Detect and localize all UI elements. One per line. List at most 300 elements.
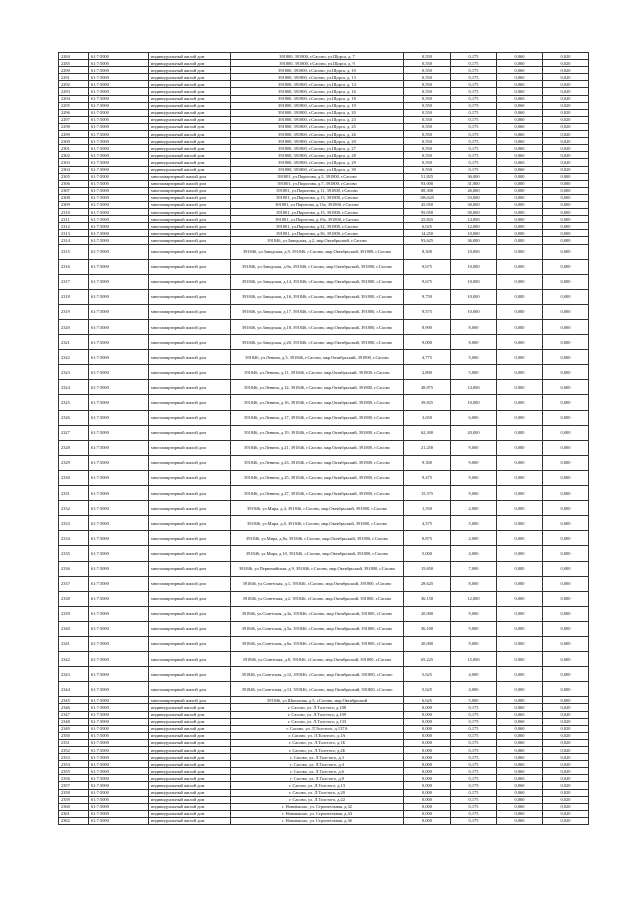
building-type: индивидуальный жилой дом (149, 817, 231, 824)
value-1: 25,825 (404, 216, 451, 223)
value-3: 0,060 (497, 803, 543, 810)
value-2: 36,000 (451, 173, 497, 180)
value-4: 0,000 (543, 576, 589, 591)
value-3: 0,060 (497, 145, 543, 152)
value-4: 0,020 (543, 732, 589, 739)
row-number: 2306 (59, 180, 89, 187)
value-3: 0,000 (497, 187, 543, 194)
value-2: 12,000 (451, 223, 497, 230)
value-1: 0,550 (404, 152, 451, 159)
value-3: 0,060 (497, 747, 543, 754)
cadastral-code: 61:7:5000 (89, 216, 149, 223)
value-3: 0,060 (497, 166, 543, 173)
address: 391846, ул.Мира, д.6, 391846, г.Сасово, мкр.Октябрьский, 391800, г.Сасово (231, 516, 404, 531)
value-4: 0,000 (543, 516, 589, 531)
value-3: 0,000 (497, 365, 543, 380)
address: 391800, 391800, г.Сасово, ул.Щорса, д. 23 (231, 116, 404, 123)
address: г. Нововысыо, ул. Строительная, д.36 (231, 817, 404, 824)
row-number: 2320 (59, 320, 89, 335)
value-1: 0,000 (404, 789, 451, 796)
table-row (59, 74, 589, 81)
value-4: 0,000 (543, 320, 589, 335)
value-2: 31,000 (451, 180, 497, 187)
row-number: 2335 (59, 546, 89, 561)
value-2: 0,175 (451, 166, 497, 173)
address: 391800, 391800, г.Сасово, ул.Щорса, д. 16 (231, 88, 404, 95)
building-type: многоквартирный жилой дом (149, 546, 231, 561)
value-1: 0,000 (404, 782, 451, 789)
building-type: многоквартирный жилой дом (149, 486, 231, 501)
value-3: 0,000 (497, 320, 543, 335)
value-1: 0,550 (404, 74, 451, 81)
building-type: индивидуальный жилой дом (149, 95, 231, 102)
cadastral-code: 61:7:5000 (89, 116, 149, 123)
value-1: 0,550 (404, 88, 451, 95)
value-1: 0,550 (404, 95, 451, 102)
building-type: многоквартирный жилой дом (149, 455, 231, 470)
building-type: многоквартирный жилой дом (149, 531, 231, 546)
value-3: 0,060 (497, 810, 543, 817)
address: г. Сасово, ул. Л.Толстого, д.13 (231, 782, 404, 789)
building-type: многоквартирный жилой дом (149, 180, 231, 187)
cadastral-code: 61:7:5000 (89, 796, 149, 803)
value-1: 0,550 (404, 159, 451, 166)
value-4: 0,000 (543, 365, 589, 380)
cadastral-code: 61:7:5000 (89, 682, 149, 697)
table-row (59, 817, 589, 824)
building-type: индивидуальный жилой дом (149, 810, 231, 817)
table-row (59, 455, 589, 470)
value-4: 0,000 (543, 380, 589, 395)
building-type: индивидуальный жилой дом (149, 739, 231, 746)
value-4: 0,000 (543, 237, 589, 244)
row-number: 2341 (59, 636, 89, 651)
cadastral-code: 61:7:5000 (89, 166, 149, 173)
value-1: 0,000 (404, 775, 451, 782)
table-row (59, 102, 589, 109)
value-4: 0,000 (543, 173, 589, 180)
row-number: 2330 (59, 470, 89, 485)
table-row (59, 782, 589, 789)
building-type: многоквартирный жилой дом (149, 470, 231, 485)
address: 391846, ул.Советская, д.1, 391846, г.Сасово, мкр.Октябрьский, 391800, г.Сасово (231, 576, 404, 591)
building-type: многоквартирный жилой дом (149, 591, 231, 606)
value-4: 0,000 (543, 201, 589, 208)
value-4: 0,000 (543, 591, 589, 606)
value-2: 10,000 (451, 230, 497, 237)
table-row (59, 486, 589, 501)
building-type: индивидуальный жилой дом (149, 725, 231, 732)
row-number: 2292 (59, 81, 89, 88)
building-type: многоквартирный жилой дом (149, 395, 231, 410)
value-2: 0,175 (451, 768, 497, 775)
value-3: 0,000 (497, 576, 543, 591)
cadastral-code: 61:7:5000 (89, 718, 149, 725)
value-3: 0,060 (497, 159, 543, 166)
cadastral-code: 61:7:5000 (89, 775, 149, 782)
value-3: 0,000 (497, 621, 543, 636)
row-number: 2327 (59, 425, 89, 440)
cadastral-code: 61:7:5000 (89, 209, 149, 216)
value-3: 0,060 (497, 761, 543, 768)
value-3: 0,000 (497, 606, 543, 621)
value-1: 0,550 (404, 138, 451, 145)
address: 391846, ул.Ленина, д.16, 391846, г.Сасово, мкр.Октябрьский, 391800, г.Сасово (231, 395, 404, 410)
value-1: 0,000 (404, 803, 451, 810)
address: г. Сасово, ул. Л.Толстого, д.137А (231, 725, 404, 732)
address: 391846, ул.Ленина, д.11, 391846, г.Сасово, мкр.Октябрьский, 391800, г.Сасово (231, 365, 404, 380)
value-2: 0,175 (451, 725, 497, 732)
row-number: 2349 (59, 725, 89, 732)
value-4: 0,000 (543, 304, 589, 319)
building-type: многоквартирный жилой дом (149, 230, 231, 237)
cadastral-code: 61:7:5000 (89, 380, 149, 395)
value-4: 0,000 (543, 410, 589, 425)
row-number: 2304 (59, 166, 89, 173)
value-3: 0,000 (497, 209, 543, 216)
value-1: 95,050 (404, 209, 451, 216)
value-2: 9,000 (451, 606, 497, 621)
value-1: 6,025 (404, 223, 451, 230)
building-type: многоквартирный жилой дом (149, 201, 231, 208)
building-type: индивидуальный жилой дом (149, 775, 231, 782)
row-number: 2302 (59, 152, 89, 159)
value-2: 0,175 (451, 95, 497, 102)
building-type: индивидуальный жилой дом (149, 796, 231, 803)
value-4: 0,000 (543, 621, 589, 636)
row-number: 2315 (59, 244, 89, 259)
cadastral-code: 61:7:5000 (89, 244, 149, 259)
value-3: 0,000 (497, 440, 543, 455)
value-2: 9,000 (451, 621, 497, 636)
cadastral-code: 61:7:5000 (89, 725, 149, 732)
value-4: 0,020 (543, 796, 589, 803)
value-1: 0,550 (404, 53, 451, 60)
value-2: 9,000 (451, 636, 497, 651)
value-1: 9,000 (404, 335, 451, 350)
address: 391846, ул.Советская, д.13, 391846, г.Сасово, мкр.Октябрьский, 391800, г.Сасово (231, 682, 404, 697)
table-row (59, 304, 589, 319)
address: 391801, ул.Пирогова, д.11, 391800, г.Сасово (231, 187, 404, 194)
table-row (59, 636, 589, 651)
value-1: 0,000 (404, 718, 451, 725)
value-2: 0,175 (451, 102, 497, 109)
value-1: 9,575 (404, 304, 451, 319)
value-1: 6,625 (404, 697, 451, 704)
value-1: 21,250 (404, 440, 451, 455)
value-2: 10,000 (451, 274, 497, 289)
table-row (59, 501, 589, 516)
row-number: 2336 (59, 561, 89, 576)
table-row (59, 123, 589, 130)
address: г. Сасово, ул. Л.Толстого, д.108 (231, 704, 404, 711)
building-type: индивидуальный жилой дом (149, 789, 231, 796)
cadastral-code: 61:7:5000 (89, 591, 149, 606)
table-row (59, 796, 589, 803)
value-1: 5,625 (404, 667, 451, 682)
address: 391800, 391800, г.Сасово, ул.Щорса, д. 30 (231, 166, 404, 173)
row-number: 2358 (59, 789, 89, 796)
table-row (59, 145, 589, 152)
table-row (59, 739, 589, 746)
table-row (59, 180, 589, 187)
value-4: 0,020 (543, 810, 589, 817)
building-type: индивидуальный жилой дом (149, 732, 231, 739)
row-number: 2344 (59, 682, 89, 697)
row-number: 2290 (59, 67, 89, 74)
address: 391801, ул.Пирогова, д.32, 391800, г.Сасово (231, 223, 404, 230)
value-4: 0,020 (543, 775, 589, 782)
value-2: 0,175 (451, 74, 497, 81)
building-type: индивидуальный жилой дом (149, 803, 231, 810)
cadastral-code: 61:7:5000 (89, 606, 149, 621)
row-number: 2353 (59, 754, 89, 761)
row-number: 2285 (59, 60, 89, 67)
value-4: 0,020 (543, 768, 589, 775)
building-type: многоквартирный жилой дом (149, 697, 231, 704)
address: г. Сасово, ул. Л.Толстого, д.6 (231, 768, 404, 775)
value-3: 0,000 (497, 237, 543, 244)
value-4: 0,020 (543, 789, 589, 796)
value-2: 0,175 (451, 81, 497, 88)
value-3: 0,000 (497, 304, 543, 319)
row-number: 2355 (59, 768, 89, 775)
building-type: многоквартирный жилой дом (149, 194, 231, 201)
address: г. Сасово, ул. Л.Толстого, д.3 (231, 754, 404, 761)
value-1: 48,875 (404, 380, 451, 395)
housing-table (58, 52, 589, 825)
row-number: 2328 (59, 440, 89, 455)
address: 391846, ул.Советская, д.6а, 391846, г.Сасово, мкр.Октябрьский, 391800, г.Сасово (231, 636, 404, 651)
value-4: 0,000 (543, 697, 589, 704)
value-2: 0,175 (451, 711, 497, 718)
building-type: многоквартирный жилой дом (149, 209, 231, 216)
value-1: 28,625 (404, 576, 451, 591)
value-4: 0,020 (543, 102, 589, 109)
address: 391800, 391800, г.Сасово, ул.Щорса, д. 29 (231, 159, 404, 166)
row-number: 2313 (59, 230, 89, 237)
building-type: многоквартирный жилой дом (149, 289, 231, 304)
row-number: 2316 (59, 259, 89, 274)
value-3: 0,060 (497, 152, 543, 159)
row-number: 2331 (59, 486, 89, 501)
value-2: 0,175 (451, 747, 497, 754)
cadastral-code: 61:7:5000 (89, 53, 149, 60)
value-3: 0,000 (497, 259, 543, 274)
address: 391846, ул.Советская, д.2, 391846, г.Сасово, мкр.Октябрьский, 391800, г.Сасово (231, 591, 404, 606)
value-4: 0,020 (543, 145, 589, 152)
address: 391800, 391800, г.Сасово, ул.Щорса, д. 27 (231, 145, 404, 152)
table-row (59, 546, 589, 561)
cadastral-code: 61:7:5000 (89, 237, 149, 244)
row-number: 2356 (59, 775, 89, 782)
value-1: 0,000 (404, 796, 451, 803)
building-type: индивидуальный жилой дом (149, 711, 231, 718)
building-type: индивидуальный жилой дом (149, 88, 231, 95)
address: 391801, ул.Пирогова, д.5, 391800, г.Сасово (231, 173, 404, 180)
table-row (59, 365, 589, 380)
row-number: 2305 (59, 173, 89, 180)
cadastral-code: 61:7:5000 (89, 95, 149, 102)
row-number: 2361 (59, 810, 89, 817)
value-4: 0,020 (543, 166, 589, 173)
value-4: 0,000 (543, 350, 589, 365)
row-number: 2303 (59, 159, 89, 166)
cadastral-code: 61:7:5000 (89, 789, 149, 796)
row-number: 2307 (59, 187, 89, 194)
table-row (59, 209, 589, 216)
value-3: 0,060 (497, 711, 543, 718)
value-3: 0,060 (497, 109, 543, 116)
value-2: 9,000 (451, 440, 497, 455)
cadastral-code: 61:7:5000 (89, 486, 149, 501)
table-row (59, 697, 589, 704)
value-1: 0,000 (404, 711, 451, 718)
building-type: многоквартирный жилой дом (149, 350, 231, 365)
value-3: 0,060 (497, 60, 543, 67)
building-type: индивидуальный жилой дом (149, 704, 231, 711)
value-3: 0,000 (497, 682, 543, 697)
building-type: индивидуальный жилой дом (149, 145, 231, 152)
row-number: 2294 (59, 95, 89, 102)
address: 391801, ул.Пирогова, д.7, 391800, г.Сасово (231, 180, 404, 187)
table-row (59, 350, 589, 365)
building-type: индивидуальный жилой дом (149, 138, 231, 145)
value-1: 14,250 (404, 230, 451, 237)
value-3: 0,060 (497, 796, 543, 803)
value-2: 0,175 (451, 789, 497, 796)
table-row (59, 159, 589, 166)
value-3: 0,060 (497, 102, 543, 109)
value-3: 0,060 (497, 67, 543, 74)
value-1: 0,000 (404, 747, 451, 754)
row-number: 2321 (59, 335, 89, 350)
value-1: 93,000 (404, 180, 451, 187)
building-type: индивидуальный жилой дом (149, 53, 231, 60)
cadastral-code: 61:7:5000 (89, 259, 149, 274)
value-1: 20,000 (404, 606, 451, 621)
value-3: 0,000 (497, 194, 543, 201)
value-3: 0,000 (497, 425, 543, 440)
table-row (59, 621, 589, 636)
value-4: 0,000 (543, 486, 589, 501)
address: г. Сасово, ул. Л.Толстого, д.4 (231, 761, 404, 768)
building-type: многоквартирный жилой дом (149, 636, 231, 651)
value-3: 0,000 (497, 516, 543, 531)
value-1: 51,825 (404, 173, 451, 180)
row-number: 2351 (59, 739, 89, 746)
value-2: 0,175 (451, 145, 497, 152)
value-1: 106,625 (404, 194, 451, 201)
address: 391846, ул.Школьная, д.5, г.Сасово, мкр.Октябрьский (231, 697, 404, 704)
address: 391800, 391800, г.Сасово, ул.Щорса, д. 18 (231, 95, 404, 102)
building-type: индивидуальный жилой дом (149, 81, 231, 88)
building-type: индивидуальный жилой дом (149, 747, 231, 754)
value-3: 0,000 (497, 380, 543, 395)
building-type: многоквартирный жилой дом (149, 304, 231, 319)
value-3: 0,000 (497, 180, 543, 187)
cadastral-code: 61:7:5000 (89, 761, 149, 768)
value-4: 0,000 (543, 636, 589, 651)
value-1: 88,300 (404, 187, 451, 194)
building-type: индивидуальный жилой дом (149, 768, 231, 775)
value-1: 0,550 (404, 131, 451, 138)
value-4: 0,020 (543, 109, 589, 116)
value-1: 45,950 (404, 201, 451, 208)
value-1: 9,675 (404, 259, 451, 274)
address: 391800, 391800, г.Сасово, ул.Щорса, д. 28 (231, 152, 404, 159)
cadastral-code: 61:7:5000 (89, 194, 149, 201)
value-1: 8,300 (404, 244, 451, 259)
address: 391846, ул.Заводская, д.14, 391846, г.Сасово, мкр.Октябрьский, 391800, г.Сасово (231, 274, 404, 289)
cadastral-code: 61:7:5000 (89, 704, 149, 711)
address: 391846, ул.Мира, д.4, 391846, г.Сасово, мкр.Октябрьский, 391800, г.Сасово (231, 501, 404, 516)
cadastral-code: 61:7:5000 (89, 747, 149, 754)
table-row (59, 194, 589, 201)
building-type: индивидуальный жилой дом (149, 67, 231, 74)
table-row (59, 395, 589, 410)
row-number: 2359 (59, 796, 89, 803)
value-4: 0,000 (543, 440, 589, 455)
building-type: многоквартирный жилой дом (149, 667, 231, 682)
address: 391846, ул.Советская, д.8, 391846, г.Сасово, мкр.Октябрьский, 391800, г.Сасово (231, 652, 404, 667)
row-number: 2325 (59, 395, 89, 410)
value-4: 0,000 (543, 501, 589, 516)
table-row (59, 152, 589, 159)
value-4: 0,020 (543, 138, 589, 145)
cadastral-code: 61:7:5000 (89, 152, 149, 159)
address: 391846, ул.Мира, д.8а, 391846, г.Сасово, мкр.Октябрьский, 391800, г.Сасово (231, 531, 404, 546)
value-2: 5,000 (451, 365, 497, 380)
table-row (59, 95, 589, 102)
cadastral-code: 61:7:5000 (89, 131, 149, 138)
value-3: 0,000 (497, 216, 543, 223)
value-1: 0,000 (404, 768, 451, 775)
value-1: 0,000 (404, 732, 451, 739)
row-number: 2300 (59, 138, 89, 145)
value-3: 0,060 (497, 732, 543, 739)
value-3: 0,000 (497, 455, 543, 470)
value-2: 0,175 (451, 775, 497, 782)
row-number: 2298 (59, 123, 89, 130)
row-number: 2357 (59, 782, 89, 789)
building-type: индивидуальный жилой дом (149, 782, 231, 789)
value-4: 0,020 (543, 67, 589, 74)
value-2: 4,000 (451, 667, 497, 682)
row-number: 2343 (59, 667, 89, 682)
value-3: 0,000 (497, 697, 543, 704)
value-3: 0,060 (497, 782, 543, 789)
cadastral-code: 61:7:5000 (89, 304, 149, 319)
table-row (59, 652, 589, 667)
value-2: 12,000 (451, 591, 497, 606)
value-3: 0,060 (497, 123, 543, 130)
table-row (59, 718, 589, 725)
value-1: 20,000 (404, 636, 451, 651)
address: 391846, ул.Заводская, д.20, 391846, г.Сасово, мкр.Октябрьский, 391800, г.Сасово (231, 335, 404, 350)
cadastral-code: 61:7:5000 (89, 365, 149, 380)
value-1: 3,650 (404, 410, 451, 425)
address: 391800, 391800, г.Сасово, ул.Щорса, д. 7 (231, 53, 404, 60)
value-2: 0,175 (451, 88, 497, 95)
value-1: 5,625 (404, 682, 451, 697)
address: г. Нововысыо, ул. Строительная, д.34 (231, 810, 404, 817)
row-number: 2350 (59, 732, 89, 739)
value-2: 5,000 (451, 516, 497, 531)
table-row (59, 216, 589, 223)
table-row (59, 259, 589, 274)
cadastral-code: 61:7:5000 (89, 732, 149, 739)
